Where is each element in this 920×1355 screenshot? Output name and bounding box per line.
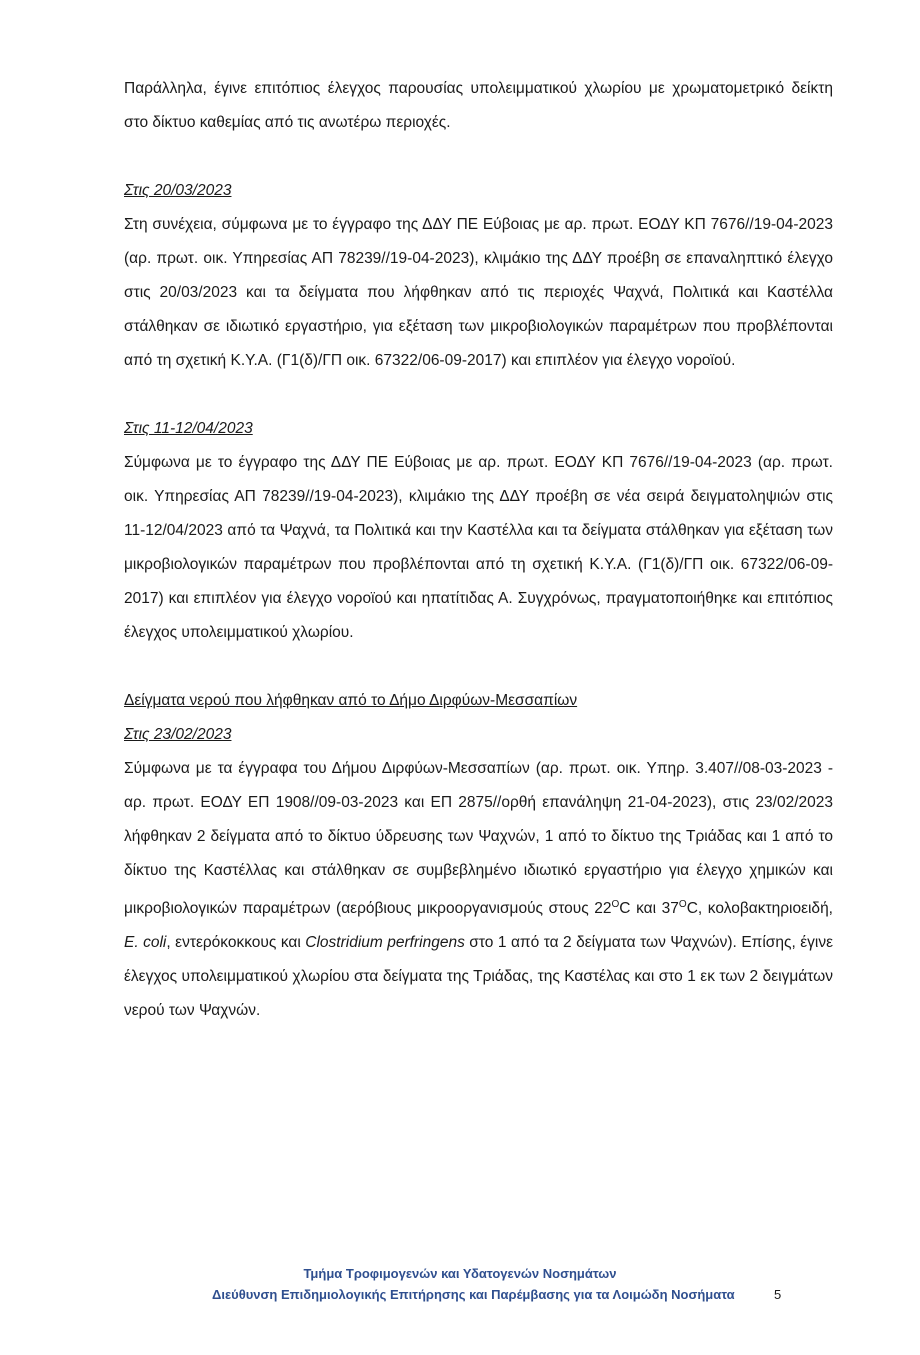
- footer-directorate: Διεύθυνση Επιδημιολογικής Επιτήρησης και Παρέμβασης για τα Λοιμώδη Νοσήματα: [212, 1287, 735, 1302]
- section-heading-dirfyon-messapion: Δείγματα νερού που λήφθηκαν από το Δήμο Διρφύων-Μεσσαπίων: [124, 692, 578, 709]
- page-number: 5: [774, 1287, 782, 1302]
- species-clostridium: Clostridium perfringens: [305, 934, 465, 952]
- date-heading-20-03-2023: Στις 20/03/2023: [124, 182, 232, 199]
- date-heading-23-02-2023: Στις 23/02/2023: [124, 726, 232, 743]
- intro-paragraph: Παράλληλα, έγινε επιτόπιος έλεγχος παρουσίας υπολειμματικού χλωρίου με χρωματομετρικό δείκτη στο δίκτυο καθεμίας από τις ανωτέρω περιοχές.: [124, 80, 833, 131]
- footer-department: Τμήμα Τροφιμογενών και Υδατογενών Νοσημάτων: [303, 1266, 617, 1281]
- document-body: [124, 72, 833, 1028]
- page-footer: [0, 1263, 920, 1302]
- paragraph-23-02-2023: Σύμφωνα με τα έγγραφα του Δήμου Διρφύων-Μεσσαπίων (αρ. πρωτ. οικ. Υπηρ. 3.407//08-03-2023 - αρ. πρωτ. ΕΟΔΥ ΕΠ 1908//09-03-2023 και ΕΠ 2875//ορθή επανάληψη 21-04-2023), στις 23/02/2023 λήφθηκαν 2 δείγματα από το δίκτυο ύδρευσης των Ψαχνών, 1 από το δίκτυο της Τριάδας και 1 από το δίκτυο της Καστέλλας και στάλθηκαν σε συμβεβλημένο ιδιωτικό εργαστήριο για έλεγχο χημικών και μικροβιολογικών παραμέτρων (αερόβιους μικροοργανισμούς στους $22^OC$ και $37^OC$, κολοβακτηριοειδή, E. coli, εντερόκοκκους και Clostridium perfringens στο 1 από τα 2 δείγματα των Ψαχνών). Επίσης, έγινε έλεγχος υπολειμματικού χλωρίου στα δείγματα της Τριάδας, της Καστέλας και στο 1 εκ των 2 δειγμάτων νερού των Ψαχνών.: [124, 760, 834, 1020]
- paragraph-20-03-2023: Στη συνέχεια, σύμφωνα με το έγγραφο της ΔΔΥ ΠΕ Εύβοιας με αρ. πρωτ. ΕΟΔΥ ΚΠ 7676//19-04-2023 (αρ. πρωτ. οικ. Υπηρεσίας ΑΠ 78239//19-04-2023), κλιμάκιο της ΔΔΥ προέβη σε επαναληπτικό έλεγχο στις 20/03/2023 και τα δείγματα που λήφθηκαν από τις περιοχές Ψαχνά, Πολιτικά και Καστέλλα στάλθηκαν σε ιδιωτικό εργαστήριο, για εξέταση των μικροβιολογικών παραμέτρων που προβλέπονται από τη σχετική Κ.Υ.Α. (Γ1(δ)/ΓΠ οικ. 67322/06-09-2017) και επιπλέον για έλεγχο νοροϊού.: [124, 216, 833, 369]
- superscript-degree: O: [611, 899, 620, 910]
- superscript-degree: O: [678, 899, 687, 910]
- paragraph-11-12-04-2023: Σύμφωνα με το έγγραφο της ΔΔΥ ΠΕ Εύβοιας με αρ. πρωτ. ΕΟΔΥ ΚΠ 7676//19-04-2023 (αρ. πρωτ. οικ. Υπηρεσίας ΑΠ 78239//19-04-2023), κλιμάκιο της ΔΔΥ προέβη σε νέα σειρά δειγματοληψιών στις 11-12/04/2023 από τα Ψαχνά, τα Πολιτικά και την Καστέλλα και τα δείγματα στάλθηκαν για εξέταση των μικροβιολογικών παραμέτρων που προβλέπονται από τη σχετική Κ.Υ.Α. (Γ1(δ)/ΓΠ οικ. 67322/06-09-2017) και επιπλέον για έλεγχο νοροϊού και ηπατίτιδας Α. Συγχρόνως, πραγματοποιήθηκε και επιτόπιος έλεγχος υπολειμματικού χλωρίου.: [124, 454, 833, 641]
- date-heading-11-12-04-2023: Στις 11-12/04/2023: [124, 420, 253, 437]
- species-ecoli: E. coli: [124, 934, 167, 952]
